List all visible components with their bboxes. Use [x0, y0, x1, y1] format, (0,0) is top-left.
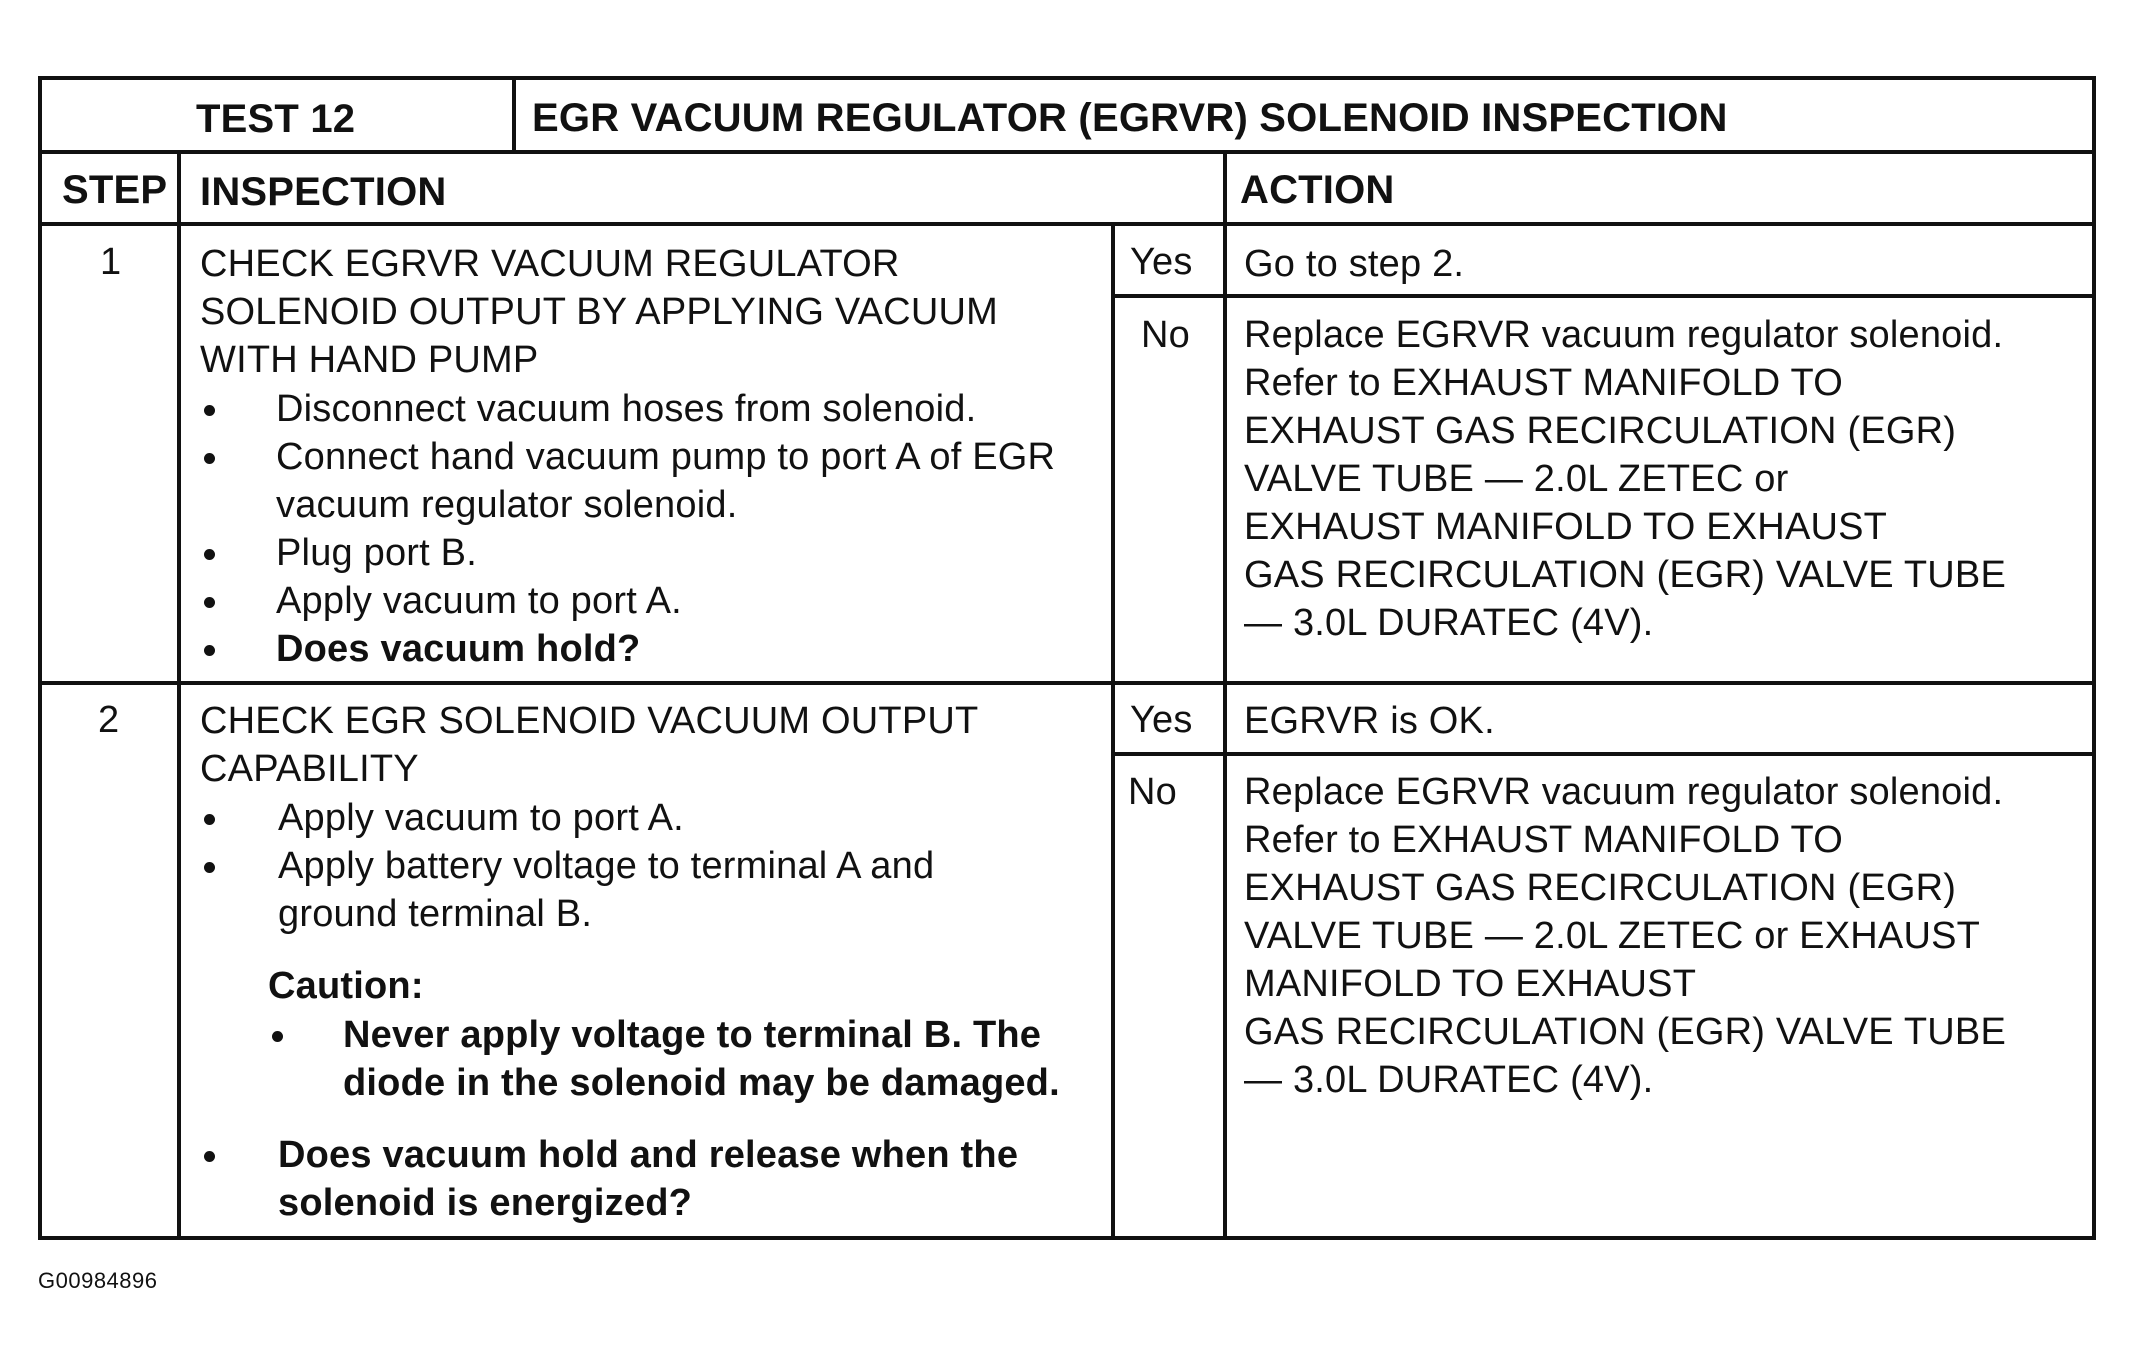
step-1-number: 1 [100, 241, 122, 283]
column-header-action: ACTION [1240, 168, 1395, 212]
bullet-icon [204, 405, 215, 416]
step-1-yes-action: Go to step 2. [1244, 243, 1465, 285]
step-2-no-action-line-6: GAS RECIRCULATION (EGR) VALVE TUBE [1244, 1011, 2007, 1053]
step-2-no-action-line-3: EXHAUST GAS RECIRCULATION (EGR) [1244, 867, 1957, 909]
step-2-no-action-line-7: — 3.0L DURATEC (4V). [1244, 1059, 1654, 1101]
step-2-heading-line-1: CHECK EGR SOLENOID VACUUM OUTPUT [200, 700, 979, 742]
column-header-step: STEP [62, 168, 168, 212]
step-2-bullet-2-continued: ground terminal B. [278, 893, 593, 935]
step-2-no-action-line-5: MANIFOLD TO EXHAUST [1244, 963, 1697, 1005]
bullet-icon [272, 1031, 283, 1042]
step-1-no-action-line-2: Refer to EXHAUST MANIFOLD TO [1244, 362, 1843, 404]
caution-line-2: diode in the solenoid may be damaged. [343, 1062, 1060, 1104]
step-2-question-line-2: solenoid is energized? [278, 1182, 693, 1224]
step-1-question: Does vacuum hold? [276, 628, 641, 670]
rule-header-bottom [38, 222, 2096, 226]
step-1-heading-line-2: SOLENOID OUTPUT BY APPLYING VACUUM [200, 291, 998, 333]
bullet-icon [204, 549, 215, 560]
rule-step1-bottom [38, 681, 2096, 685]
step-1-bullet-1: Disconnect vacuum hoses from solenoid. [276, 388, 977, 430]
figure-id: G00984896 [38, 1268, 158, 1293]
step-2-number: 2 [98, 699, 120, 741]
step-2-bullet-2: Apply battery voltage to terminal A and [278, 845, 935, 887]
bullet-icon [204, 862, 215, 873]
step-2-no-action-line-2: Refer to EXHAUST MANIFOLD TO [1244, 819, 1843, 861]
test-label: TEST 12 [196, 97, 356, 141]
step-1-heading-line-1: CHECK EGRVR VACUUM REGULATOR [200, 243, 900, 285]
step-1-bullet-2: Connect hand vacuum pump to port A of EGR [276, 436, 1056, 478]
bullet-icon [204, 453, 215, 464]
rule-answer-column [1111, 224, 1115, 1240]
rule-title-bottom [38, 150, 2096, 154]
step-1-heading-line-3: WITH HAND PUMP [200, 339, 539, 381]
bullet-icon [204, 1151, 215, 1162]
step-2-question-line-1: Does vacuum hold and release when the [278, 1134, 1019, 1176]
step-2-heading-line-2: CAPABILITY [200, 748, 419, 790]
rule-title-divider [512, 76, 516, 152]
step-1-no-action-line-6: GAS RECIRCULATION (EGR) VALVE TUBE [1244, 554, 2007, 596]
step-1-no-action-line-1: Replace EGRVR vacuum regulator solenoid. [1244, 314, 2004, 356]
step-2-bullet-1: Apply vacuum to port A. [278, 797, 684, 839]
rule-action-column [1223, 152, 1227, 1240]
step-2-yes-label: Yes [1130, 699, 1193, 741]
step-1-no-action-line-3: EXHAUST GAS RECIRCULATION (EGR) [1244, 410, 1957, 452]
caution-line-1: Never apply voltage to terminal B. The [343, 1014, 1042, 1056]
step-2-no-label: No [1128, 771, 1177, 813]
rule-step2-yes-bottom [1113, 752, 2096, 756]
step-1-bullet-3: Plug port B. [276, 532, 477, 574]
bullet-icon [204, 597, 215, 608]
step-1-yes-label: Yes [1130, 241, 1193, 283]
rule-step1-yes-bottom [1113, 294, 2096, 298]
bullet-icon [204, 645, 215, 656]
step-1-bullet-4: Apply vacuum to port A. [276, 580, 682, 622]
step-1-no-label: No [1141, 314, 1190, 356]
caution-label: Caution: [268, 965, 424, 1007]
step-2-no-action-line-1: Replace EGRVR vacuum regulator solenoid. [1244, 771, 2004, 813]
step-1-no-action-line-7: — 3.0L DURATEC (4V). [1244, 602, 1654, 644]
step-1-no-action-line-4: VALVE TUBE — 2.0L ZETEC or [1244, 458, 1789, 500]
step-2-yes-action: EGRVR is OK. [1244, 700, 1495, 742]
rule-step-column [177, 152, 181, 1240]
test-title: EGR VACUUM REGULATOR (EGRVR) SOLENOID INSPECTION [532, 96, 1728, 140]
step-1-no-action-line-5: EXHAUST MANIFOLD TO EXHAUST [1244, 506, 1888, 548]
column-header-inspection: INSPECTION [200, 170, 447, 214]
step-2-no-action-line-4: VALVE TUBE — 2.0L ZETEC or EXHAUST [1244, 915, 1981, 957]
step-1-bullet-2-continued: vacuum regulator solenoid. [276, 484, 738, 526]
bullet-icon [204, 814, 215, 825]
